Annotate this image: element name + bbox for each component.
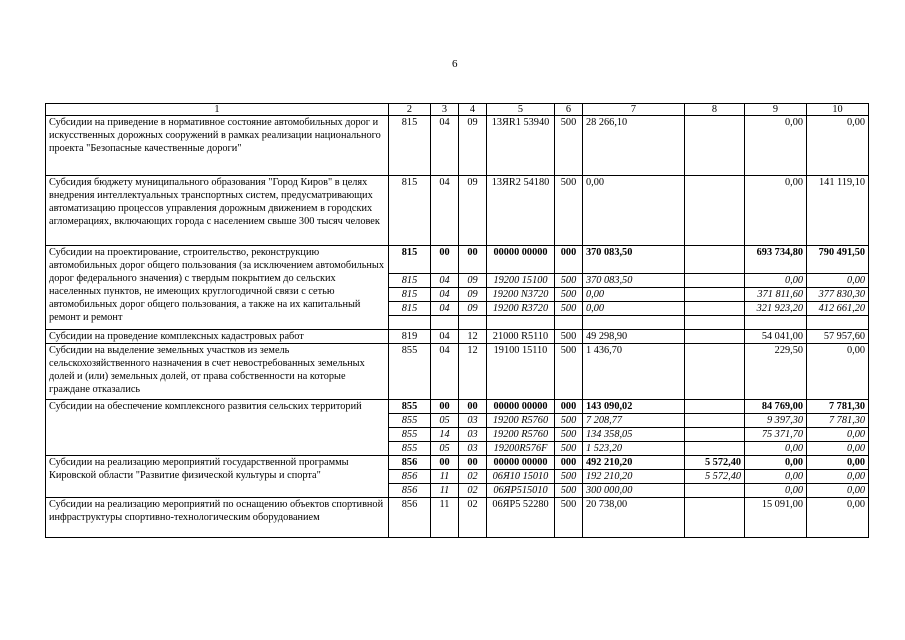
cell-col-4: 03 (459, 428, 487, 442)
cell-col-9: 693 734,80 (745, 246, 807, 274)
table-row (46, 400, 869, 414)
table-row (46, 498, 869, 538)
cell-col-6: 000 (555, 246, 583, 274)
cell-col-6: 500 (555, 274, 583, 288)
cell-col-4: 09 (459, 176, 487, 246)
cell-col-7: 492 210,20 (583, 456, 685, 470)
cell-col-5: 13ЯR2 54180 (487, 176, 555, 246)
cell-col-4: 02 (459, 470, 487, 484)
cell-col-9: 0,00 (745, 274, 807, 288)
cell-col-4: 03 (459, 414, 487, 428)
cell-col-9: 84 769,00 (745, 400, 807, 414)
cell-col-8: 5 572,40 (685, 456, 745, 470)
cell-col-5: 06Я10 15010 (487, 470, 555, 484)
cell-col-3: 04 (431, 302, 459, 316)
cell-col-9: 229,50 (745, 344, 807, 400)
cell-col-8 (685, 274, 745, 288)
cell-col-7: 300 000,00 (583, 484, 685, 498)
cell-col-5: 19100 15110 (487, 344, 555, 400)
cell-col-6: 500 (555, 176, 583, 246)
cell-col-2: 855 (389, 400, 431, 414)
cell-col-8 (685, 302, 745, 316)
header-row (46, 104, 869, 116)
cell-col-8 (685, 428, 745, 442)
cell-col-2: 815 (389, 302, 431, 316)
cell-col-6: 500 (555, 288, 583, 302)
cell-col-3: 00 (431, 456, 459, 470)
cell-col-9: 15 091,00 (745, 498, 807, 538)
cell-col-6: 500 (555, 414, 583, 428)
cell-col-10: 377 830,30 (807, 288, 869, 302)
cell-col-5: 00000 00000 (487, 246, 555, 274)
cell-col-3: 00 (431, 246, 459, 274)
cell-col-5: 19200 R3720 (487, 302, 555, 316)
cell-col-7: 0,00 (583, 176, 685, 246)
cell-col-5: 06ЯP5 52280 (487, 498, 555, 538)
cell-col-8 (685, 498, 745, 538)
cell-col-6: 000 (555, 400, 583, 414)
row-description: Субсидии на реализацию мероприятий по оснащению объектов спортивной инфраструктуры спортивно-технологическим оборудованием (46, 498, 389, 538)
cell-col-4: 00 (459, 400, 487, 414)
cell-col-10: 0,00 (807, 484, 869, 498)
cell-col-4: 09 (459, 302, 487, 316)
cell-col-3: 11 (431, 498, 459, 538)
cell-col-10: 0,00 (807, 116, 869, 176)
cell-col-6: 500 (555, 344, 583, 400)
cell-col-3: 04 (431, 288, 459, 302)
cell-col-5: 19200 15100 (487, 274, 555, 288)
cell-col-7: 134 358,05 (583, 428, 685, 442)
cell-col-7: 370 083,50 (583, 246, 685, 274)
cell-col-2: 856 (389, 498, 431, 538)
row-description: Субсидии на реализацию мероприятий государственной программы Кировской области "Развитие физической культуры и спорта" (46, 456, 389, 498)
table-row (46, 330, 869, 344)
cell-col-4: 09 (459, 274, 487, 288)
cell-col-2: 856 (389, 470, 431, 484)
empty-cell (745, 316, 807, 330)
empty-cell (555, 316, 583, 330)
cell-col-5: 06ЯP515010 (487, 484, 555, 498)
cell-col-2: 815 (389, 274, 431, 288)
cell-col-9: 371 811,60 (745, 288, 807, 302)
cell-col-7: 0,00 (583, 288, 685, 302)
cell-col-8 (685, 344, 745, 400)
table-row (46, 456, 869, 470)
cell-col-10: 0,00 (807, 498, 869, 538)
cell-col-7: 20 738,00 (583, 498, 685, 538)
cell-col-8 (685, 116, 745, 176)
cell-col-3: 11 (431, 484, 459, 498)
column-header-3: 3 (431, 104, 459, 116)
cell-col-4: 03 (459, 442, 487, 456)
cell-col-3: 05 (431, 414, 459, 428)
cell-col-8 (685, 330, 745, 344)
table-row (46, 246, 869, 274)
cell-col-5: 13ЯR1 53940 (487, 116, 555, 176)
table-row (46, 344, 869, 400)
cell-col-8 (685, 484, 745, 498)
cell-col-3: 11 (431, 470, 459, 484)
cell-col-7: 370 083,50 (583, 274, 685, 288)
cell-col-6: 500 (555, 428, 583, 442)
cell-col-2: 815 (389, 176, 431, 246)
empty-cell (807, 316, 869, 330)
cell-col-3: 04 (431, 274, 459, 288)
cell-col-6: 500 (555, 302, 583, 316)
cell-col-3: 14 (431, 428, 459, 442)
cell-col-2: 856 (389, 456, 431, 470)
column-header-9: 9 (745, 104, 807, 116)
column-header-1: 1 (46, 104, 389, 116)
cell-col-4: 02 (459, 484, 487, 498)
cell-col-3: 05 (431, 442, 459, 456)
cell-col-8 (685, 176, 745, 246)
cell-col-8 (685, 246, 745, 274)
cell-col-6: 500 (555, 470, 583, 484)
cell-col-8 (685, 442, 745, 456)
cell-col-8 (685, 400, 745, 414)
cell-col-6: 500 (555, 498, 583, 538)
row-description: Субсидии на обеспечение комплексного развития сельских территорий (46, 400, 389, 456)
cell-col-5: 19200R576F (487, 442, 555, 456)
cell-col-3: 00 (431, 400, 459, 414)
cell-col-3: 04 (431, 330, 459, 344)
cell-col-8: 5 572,40 (685, 470, 745, 484)
cell-col-10: 0,00 (807, 274, 869, 288)
budget-table (45, 103, 869, 538)
cell-col-5: 00000 00000 (487, 456, 555, 470)
cell-col-2: 815 (389, 246, 431, 274)
cell-col-9: 54 041,00 (745, 330, 807, 344)
cell-col-3: 04 (431, 176, 459, 246)
empty-cell (685, 316, 745, 330)
cell-col-5: 19200 R5760 (487, 414, 555, 428)
cell-col-6: 500 (555, 484, 583, 498)
row-description: Субсидия бюджету муниципального образования "Город Киров" в целях внедрения интеллектуальных транспортных систем, предусматривающих автоматизацию процессов управления дорожным движением в городских агломерациях, включающих города с населением свыше 300 тысяч человек (46, 176, 389, 246)
cell-col-7: 49 298,90 (583, 330, 685, 344)
cell-col-9: 0,00 (745, 470, 807, 484)
cell-col-10: 412 661,20 (807, 302, 869, 316)
cell-col-4: 12 (459, 330, 487, 344)
column-header-10: 10 (807, 104, 869, 116)
cell-col-4: 00 (459, 246, 487, 274)
cell-col-2: 855 (389, 414, 431, 428)
row-description: Субсидии на выделение земельных участков из земель сельскохозяйственного назначения в счет невостребованных земельных долей и (или) земельных долей, от права собственности на которые граждане отказались (46, 344, 389, 400)
cell-col-4: 00 (459, 456, 487, 470)
cell-col-10: 57 957,60 (807, 330, 869, 344)
cell-col-4: 09 (459, 288, 487, 302)
cell-col-9: 0,00 (745, 456, 807, 470)
cell-col-7: 0,00 (583, 302, 685, 316)
table-row (46, 116, 869, 176)
cell-col-2: 855 (389, 442, 431, 456)
cell-col-8 (685, 288, 745, 302)
row-description: Субсидии на приведение в нормативное состояние автомобильных дорог и искусственных дорожных сооружений в рамках реализации национального проекта "Безопасные качественные дороги" (46, 116, 389, 176)
empty-cell (583, 316, 685, 330)
cell-col-9: 0,00 (745, 442, 807, 456)
cell-col-6: 000 (555, 456, 583, 470)
cell-col-7: 192 210,20 (583, 470, 685, 484)
column-header-2: 2 (389, 104, 431, 116)
empty-cell (431, 316, 459, 330)
cell-col-7: 143 090,02 (583, 400, 685, 414)
table-row (46, 176, 869, 246)
row-description: Субсидии на проведение комплексных кадастровых работ (46, 330, 389, 344)
cell-col-5: 21000 R5110 (487, 330, 555, 344)
cell-col-5: 19200 R5760 (487, 428, 555, 442)
empty-cell (389, 316, 431, 330)
table-body (46, 116, 869, 538)
column-header-4: 4 (459, 104, 487, 116)
column-header-7: 7 (583, 104, 685, 116)
cell-col-9: 75 371,70 (745, 428, 807, 442)
column-header-8: 8 (685, 104, 745, 116)
cell-col-4: 09 (459, 116, 487, 176)
cell-col-10: 0,00 (807, 428, 869, 442)
cell-col-8 (685, 414, 745, 428)
cell-col-5: 00000 00000 (487, 400, 555, 414)
cell-col-10: 7 781,30 (807, 400, 869, 414)
cell-col-3: 04 (431, 116, 459, 176)
cell-col-10: 0,00 (807, 442, 869, 456)
cell-col-9: 0,00 (745, 484, 807, 498)
cell-col-7: 1 523,20 (583, 442, 685, 456)
empty-cell (487, 316, 555, 330)
cell-col-3: 04 (431, 344, 459, 400)
cell-col-5: 19200 N3720 (487, 288, 555, 302)
cell-col-10: 0,00 (807, 470, 869, 484)
cell-col-9: 321 923,20 (745, 302, 807, 316)
cell-col-7: 1 436,70 (583, 344, 685, 400)
column-header-5: 5 (487, 104, 555, 116)
cell-col-9: 9 397,30 (745, 414, 807, 428)
cell-col-2: 855 (389, 344, 431, 400)
cell-col-9: 0,00 (745, 116, 807, 176)
cell-col-10: 0,00 (807, 344, 869, 400)
empty-cell (459, 316, 487, 330)
column-header-6: 6 (555, 104, 583, 116)
cell-col-7: 7 208,77 (583, 414, 685, 428)
cell-col-4: 02 (459, 498, 487, 538)
cell-col-2: 815 (389, 116, 431, 176)
cell-col-10: 790 491,50 (807, 246, 869, 274)
cell-col-2: 856 (389, 484, 431, 498)
row-description: Субсидии на проектирование, строительство, реконструкцию автомобильных дорог общего пользования (за исключением автомобильных дорог федерального значения) с твердым покрытием до сельских населенных пунктов, не имеющих круглогодичной связи с сетью автомобильных дорог общего пользования, а также на их капитальный ремонт и ремонт (46, 246, 389, 330)
page-number: 6 (452, 58, 458, 70)
cell-col-10: 0,00 (807, 456, 869, 470)
cell-col-6: 500 (555, 442, 583, 456)
cell-col-2: 819 (389, 330, 431, 344)
cell-col-6: 500 (555, 116, 583, 176)
cell-col-2: 815 (389, 288, 431, 302)
cell-col-4: 12 (459, 344, 487, 400)
cell-col-2: 855 (389, 428, 431, 442)
cell-col-10: 7 781,30 (807, 414, 869, 428)
cell-col-10: 141 119,10 (807, 176, 869, 246)
cell-col-9: 0,00 (745, 176, 807, 246)
cell-col-7: 28 266,10 (583, 116, 685, 176)
cell-col-6: 500 (555, 330, 583, 344)
